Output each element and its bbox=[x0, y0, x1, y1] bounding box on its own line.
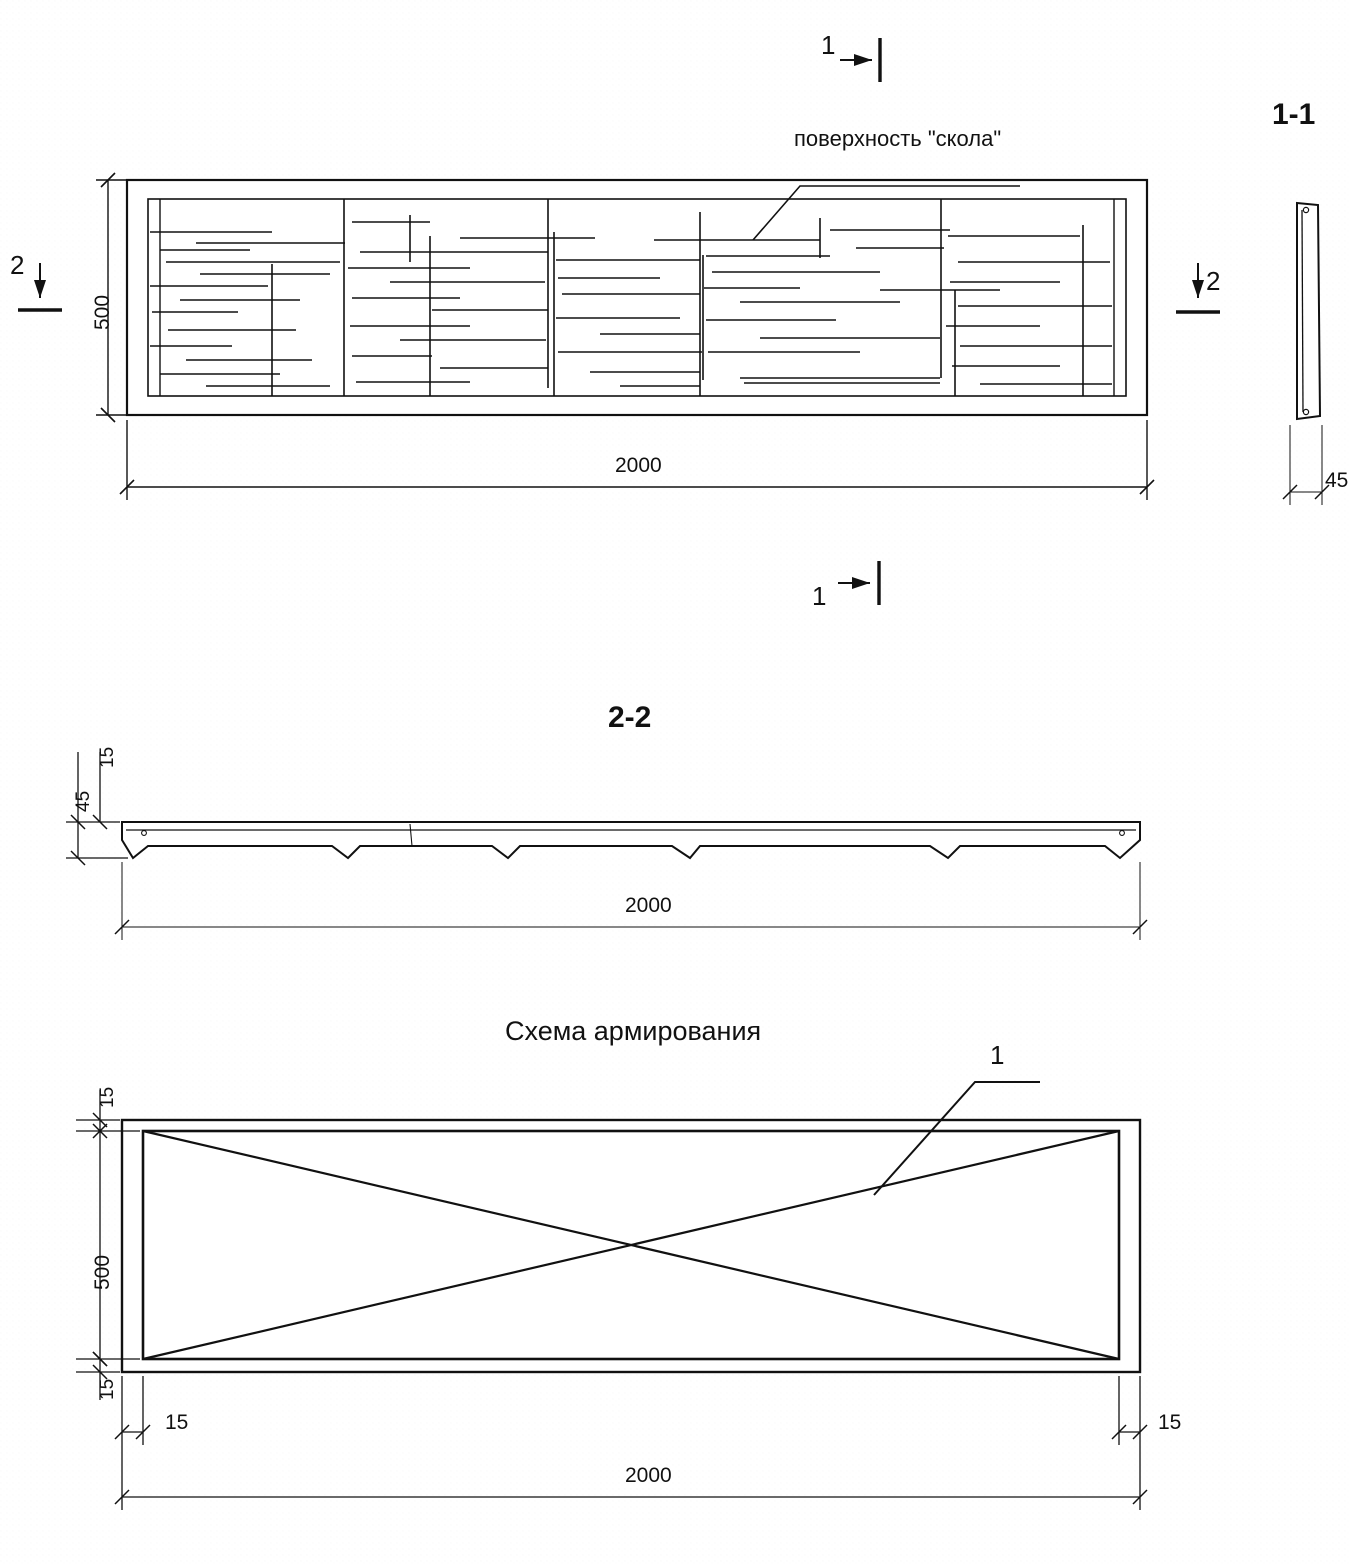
reinf-cover-left-dim: 15 bbox=[165, 1411, 189, 1434]
section-title-2-2: 2-2 bbox=[608, 701, 652, 734]
reinforcement-scheme-title: Схема армирования bbox=[505, 1016, 762, 1046]
plan-width-dim: 500 bbox=[91, 294, 114, 330]
section-mark-label-2-right: 2 bbox=[1206, 266, 1221, 296]
reinf-width-dim: 500 bbox=[91, 1254, 114, 1290]
section-title-1-1: 1-1 bbox=[1272, 98, 1316, 131]
reinf-cover-right-dim: 15 bbox=[1158, 1411, 1182, 1434]
section-2-2-edge-dim: 15 bbox=[97, 746, 118, 768]
section-mark-label-1-top: 1 bbox=[821, 30, 836, 60]
reinf-cover-top-dim: 15 bbox=[97, 1086, 118, 1108]
section-2-2-thickness-dim: 45 bbox=[73, 790, 94, 812]
section-mark-label-2-left: 2 bbox=[10, 250, 25, 280]
section-1-1-thickness-dim: 45 bbox=[1325, 469, 1349, 492]
plan-length-dim: 2000 bbox=[615, 454, 662, 477]
spall-surface-note: поверхность "скола" bbox=[794, 126, 1002, 151]
reinf-length-dim: 2000 bbox=[625, 1464, 672, 1487]
section-2-2-length-dim: 2000 bbox=[625, 894, 672, 917]
section-mark-label-1-bottom: 1 bbox=[812, 581, 827, 611]
plan-view-group bbox=[127, 180, 1147, 415]
reinf-cover-bottom-dim: 15 bbox=[97, 1378, 118, 1400]
position-mark-1: 1 bbox=[990, 1040, 1005, 1070]
